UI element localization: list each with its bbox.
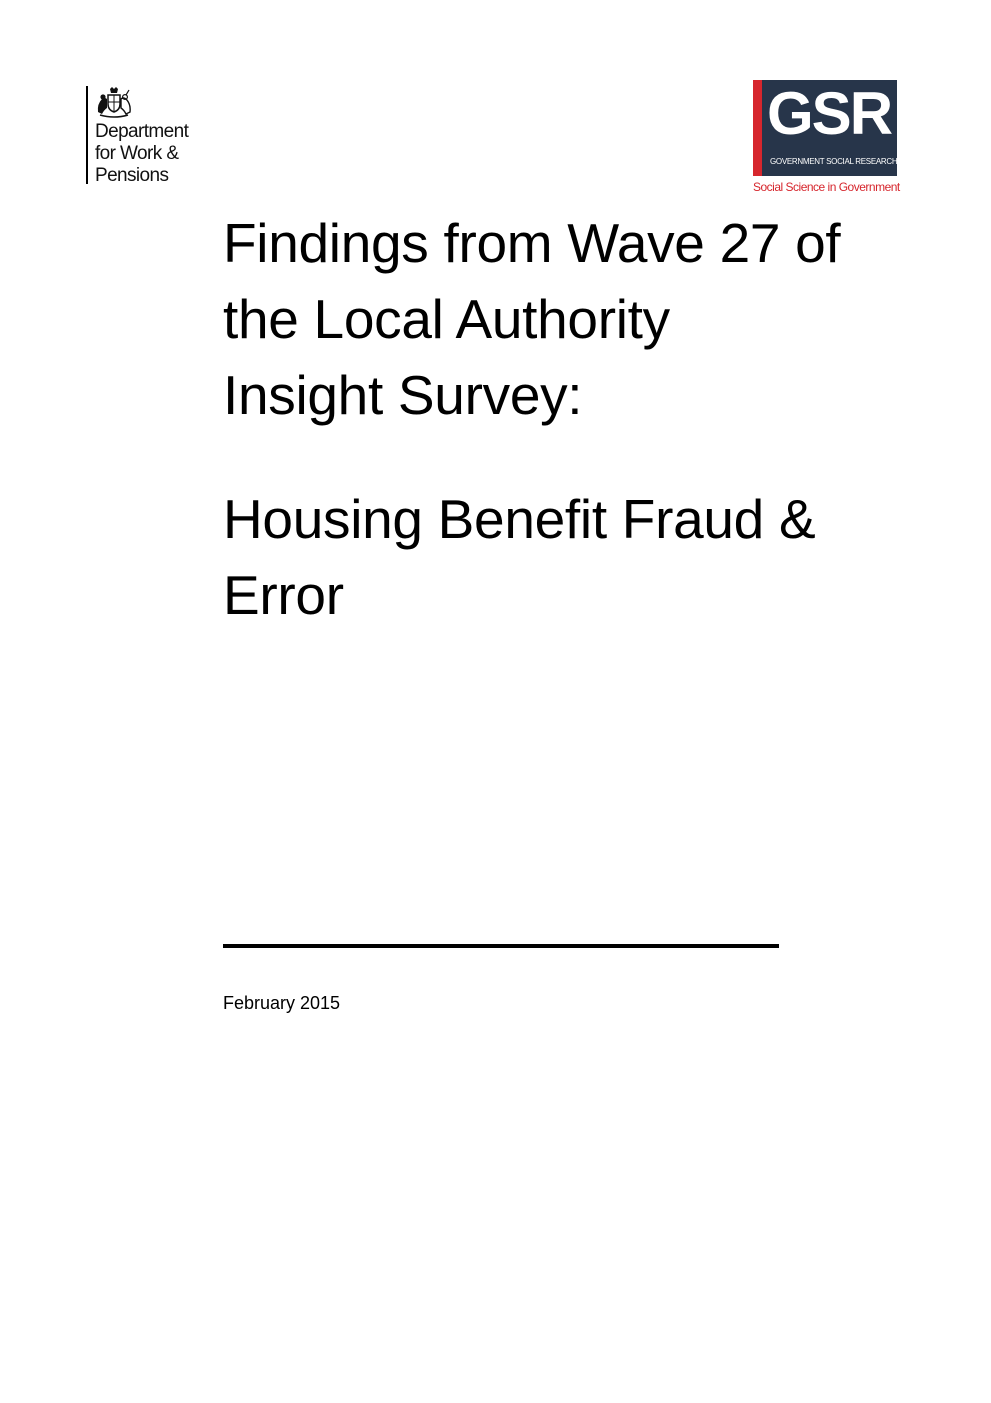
publication-date: February 2015 xyxy=(223,993,341,1013)
gsr-logo-box xyxy=(753,80,897,176)
dwp-logo-rule xyxy=(86,86,88,184)
gsr-logo-tagline: Social Science in Government xyxy=(753,180,900,194)
gsr-logo-accent-bar xyxy=(753,80,762,176)
document-title-line: the Local Authority xyxy=(223,288,670,350)
dwp-logo-line: for Work & xyxy=(95,143,179,164)
document-subtitle-line: Housing Benefit Fraud & xyxy=(223,488,816,550)
document-title-line: Findings from Wave 27 of xyxy=(223,212,841,274)
document-title xyxy=(223,205,923,433)
dwp-logo-text xyxy=(95,121,188,187)
document-subtitle-line: Error xyxy=(223,564,344,626)
document-subtitle xyxy=(223,481,923,633)
dwp-logo xyxy=(86,86,216,186)
gsr-logo-subtitle: GOVERNMENT SOCIAL RESEARCH xyxy=(770,157,897,166)
cover-divider xyxy=(223,944,779,948)
gsr-logo-letters: GSR xyxy=(767,80,892,147)
dwp-logo-line: Department xyxy=(95,121,189,142)
royal-coat-of-arms-icon xyxy=(94,86,134,118)
document-title-line: Insight Survey: xyxy=(223,364,583,426)
dwp-logo-line: Pensions xyxy=(95,165,169,186)
gsr-logo xyxy=(753,80,898,196)
